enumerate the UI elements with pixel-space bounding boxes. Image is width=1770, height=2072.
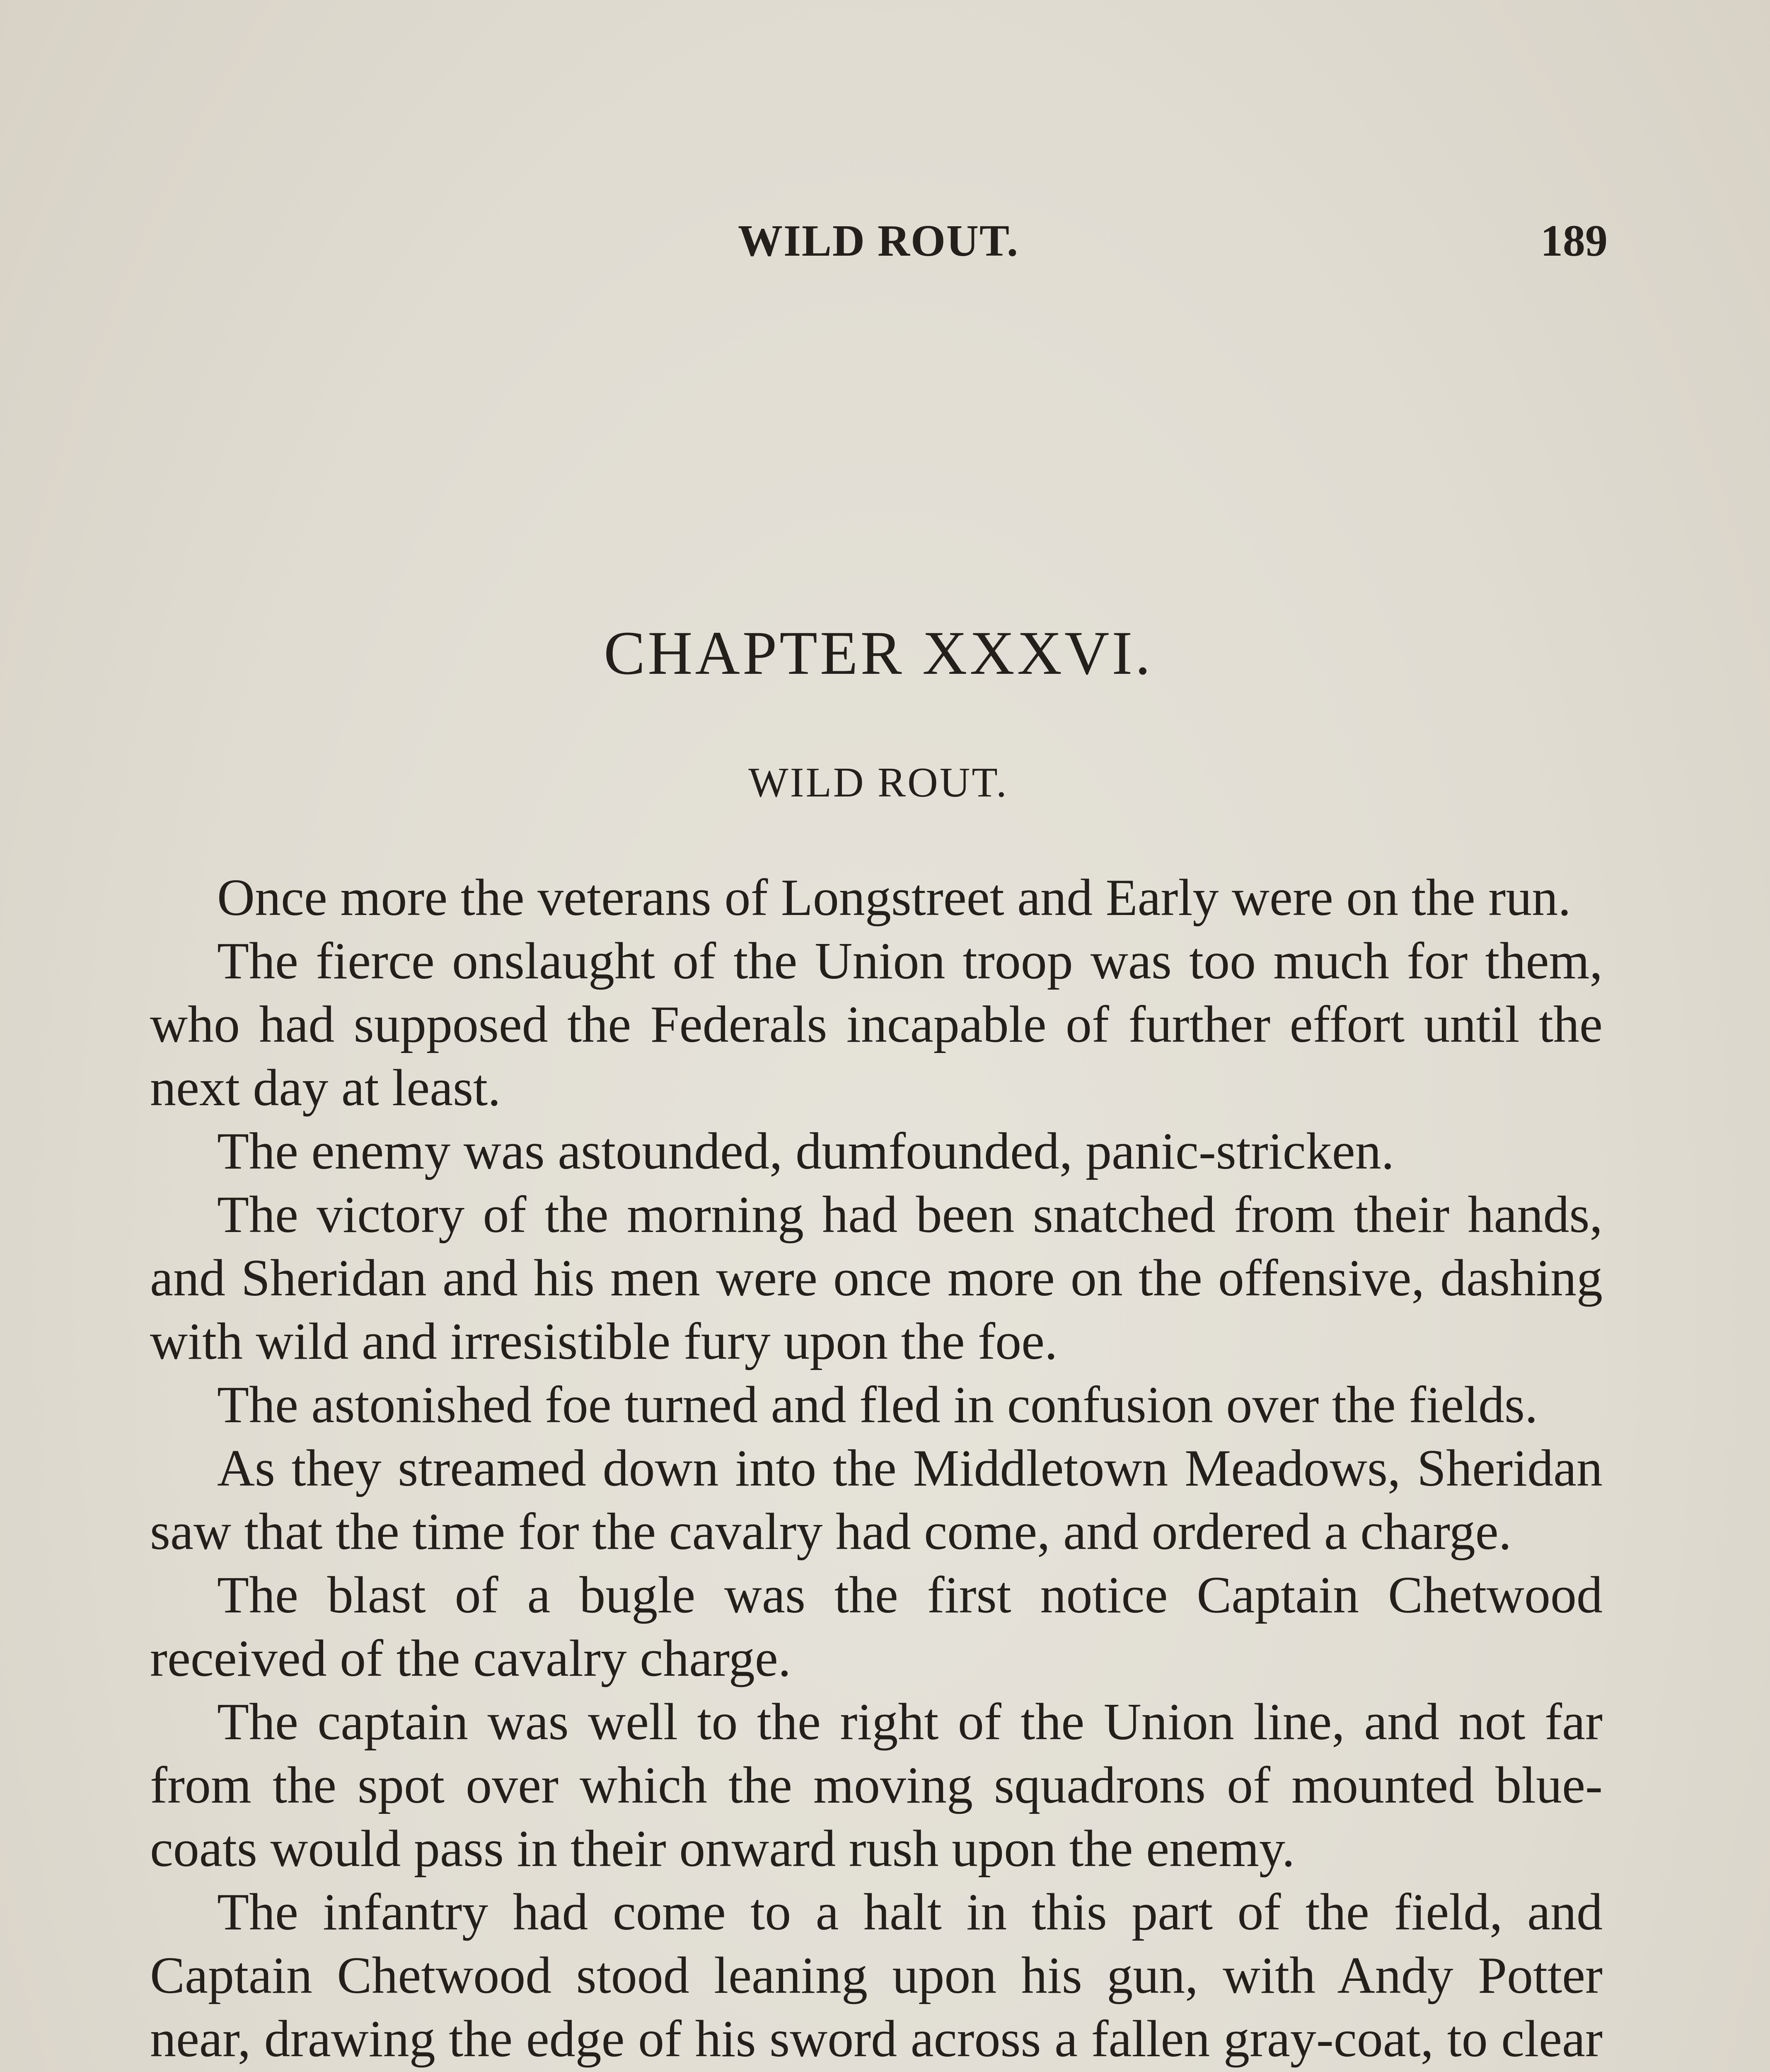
paragraph: The infantry had come to a halt in this part of the field, and Captain Chetwood stood leaning upon his gun, with Andy Potter near, drawing the edge of his sword across a fallen gray-coat, to clear xyxy=(150,1883,1603,2068)
paragraph: As they streamed down into the Middletown Meadows, Sheridan saw that the time for the cavalry had come, and ordered a charge. xyxy=(150,1440,1603,1561)
page-number: 189 xyxy=(1540,216,1608,266)
paragraph: The fierce onslaught of the Union troop was too much for them, who had supposed the Federals incapable of further effort until the next day at least. xyxy=(150,932,1603,1117)
paragraph: The captain was well to the right of the Union line, and not far from the spot over which the moving squadrons of mounted blue-coats would pass in their onward rush upon the enemy. xyxy=(150,1693,1603,1878)
paragraph: Once more the veterans of Longstreet and Early were on the run. xyxy=(217,869,1571,927)
paragraph: The blast of a bugle was the first notice Captain Chetwood received of the cavalry charge. xyxy=(150,1566,1603,1687)
paragraph: The victory of the morning had been snatched from their hands, and Sheridan and his men were once more on the offensive, dashing with wild and irresistible fury upon the foe. xyxy=(150,1186,1603,1370)
chapter-body xyxy=(150,866,1603,2072)
paragraph: The astonished foe turned and fled in confusion over the fields. xyxy=(217,1376,1538,1434)
running-title: WILD ROUT. xyxy=(738,216,1019,266)
running-header xyxy=(149,215,1608,274)
chapter-subtitle: WILD ROUT. xyxy=(748,759,1008,806)
paragraph: The enemy was astounded, dumfounded, panic-stricken. xyxy=(217,1123,1395,1180)
chapter-heading: CHAPTER XXXVI. xyxy=(604,619,1153,687)
